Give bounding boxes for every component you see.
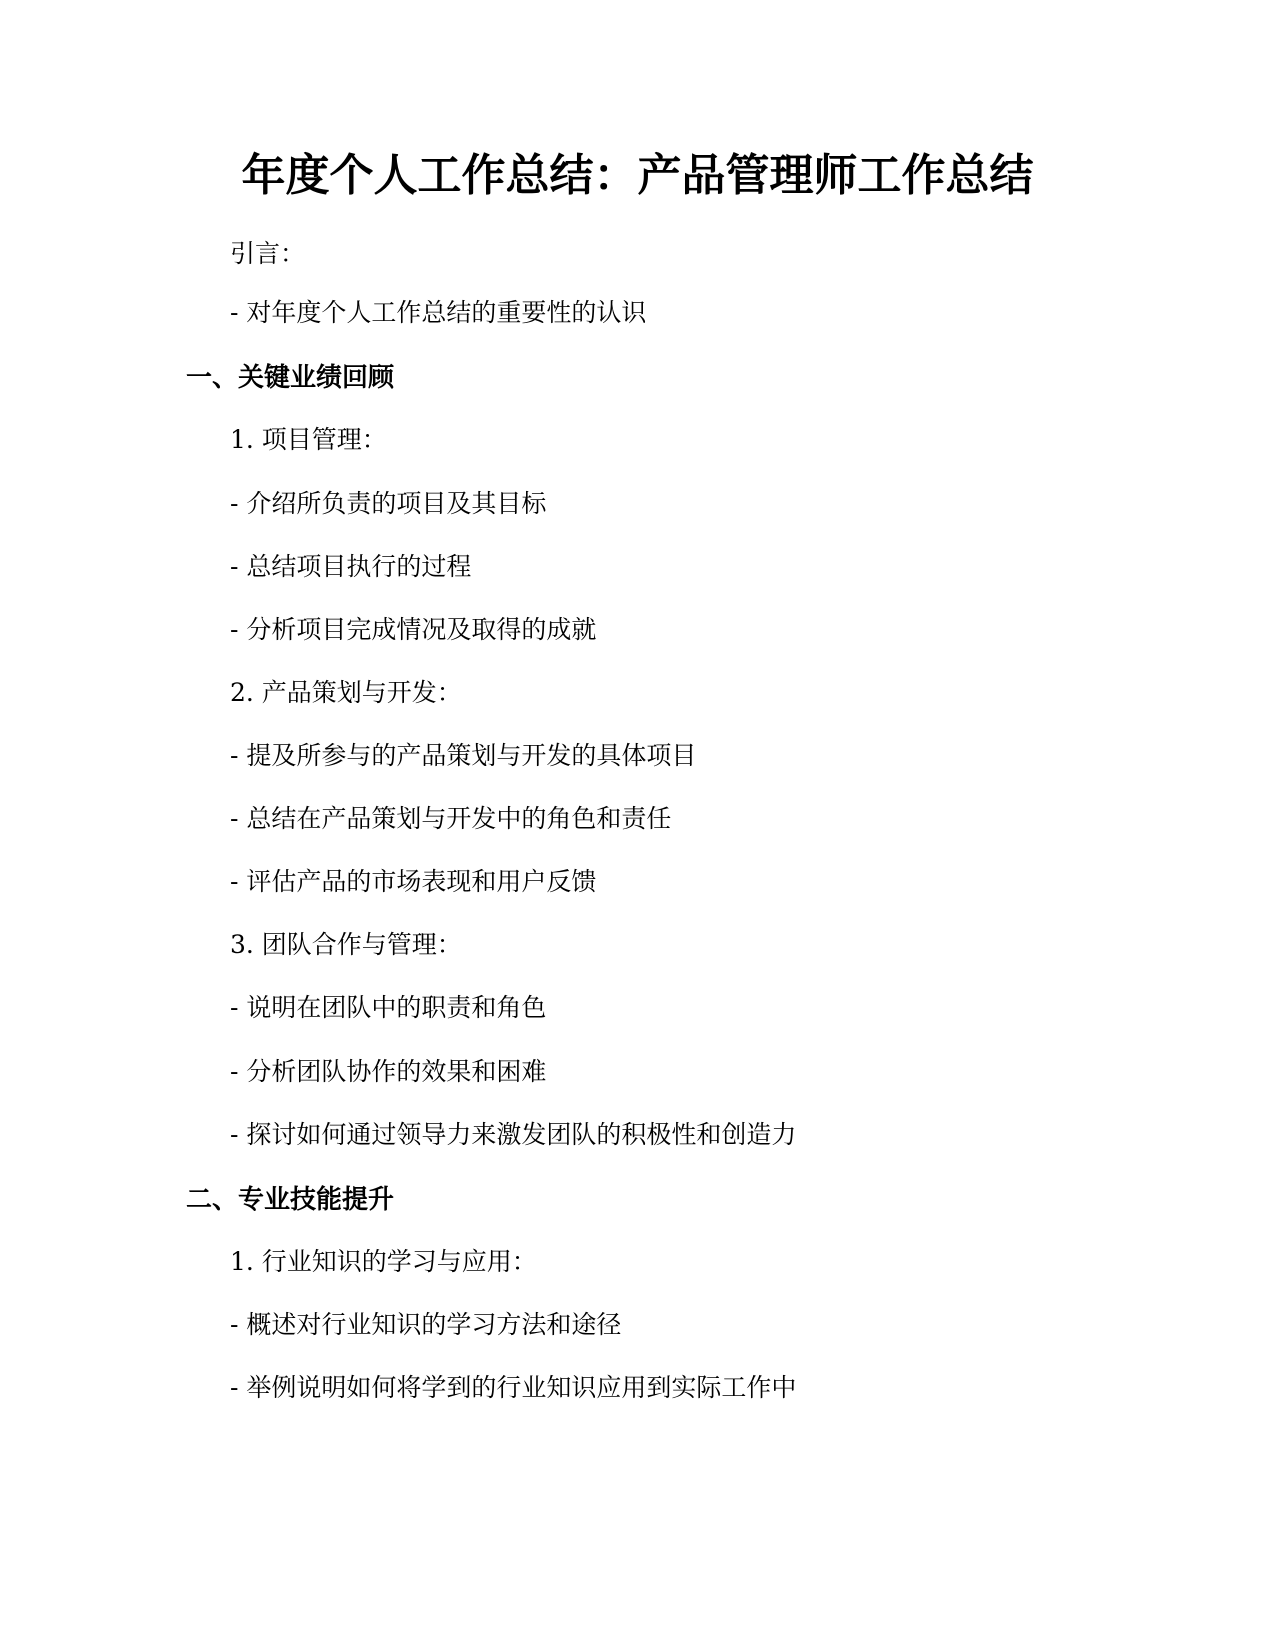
section-heading-2: 二、专业技能提升 xyxy=(186,1185,395,1215)
subsection-label-1-1: 1. 项目管理： xyxy=(230,425,387,454)
subsection-label-2-1: 1. 行业知识的学习与应用： xyxy=(230,1247,537,1276)
list-item: - 总结在产品策划与开发中的角色和责任 xyxy=(230,804,672,833)
list-item: - 总结项目执行的过程 xyxy=(230,552,472,581)
list-item: - 提及所参与的产品策划与开发的具体项目 xyxy=(230,741,697,770)
list-item: - 说明在团队中的职责和角色 xyxy=(230,993,547,1022)
list-item: - 概述对行业知识的学习方法和途径 xyxy=(230,1310,622,1339)
section-heading-1: 一、关键业绩回顾 xyxy=(186,363,395,393)
document-title: 年度个人工作总结：产品管理师工作总结 xyxy=(241,150,1034,201)
list-item: - 介绍所负责的项目及其目标 xyxy=(230,489,547,518)
list-item: - 举例说明如何将学到的行业知识应用到实际工作中 xyxy=(230,1373,797,1402)
list-item: - 分析项目完成情况及取得的成就 xyxy=(230,615,597,644)
subsection-label-1-2: 2. 产品策划与开发： xyxy=(230,678,462,707)
subsection-label-1-3: 3. 团队合作与管理： xyxy=(230,930,462,959)
intro-item: - 对年度个人工作总结的重要性的认识 xyxy=(230,298,647,327)
list-item: - 评估产品的市场表现和用户反馈 xyxy=(230,867,597,896)
list-item: - 探讨如何通过领导力来激发团队的积极性和创造力 xyxy=(230,1120,797,1149)
list-item: - 分析团队协作的效果和困难 xyxy=(230,1057,547,1086)
intro-label: 引言： xyxy=(230,239,306,268)
